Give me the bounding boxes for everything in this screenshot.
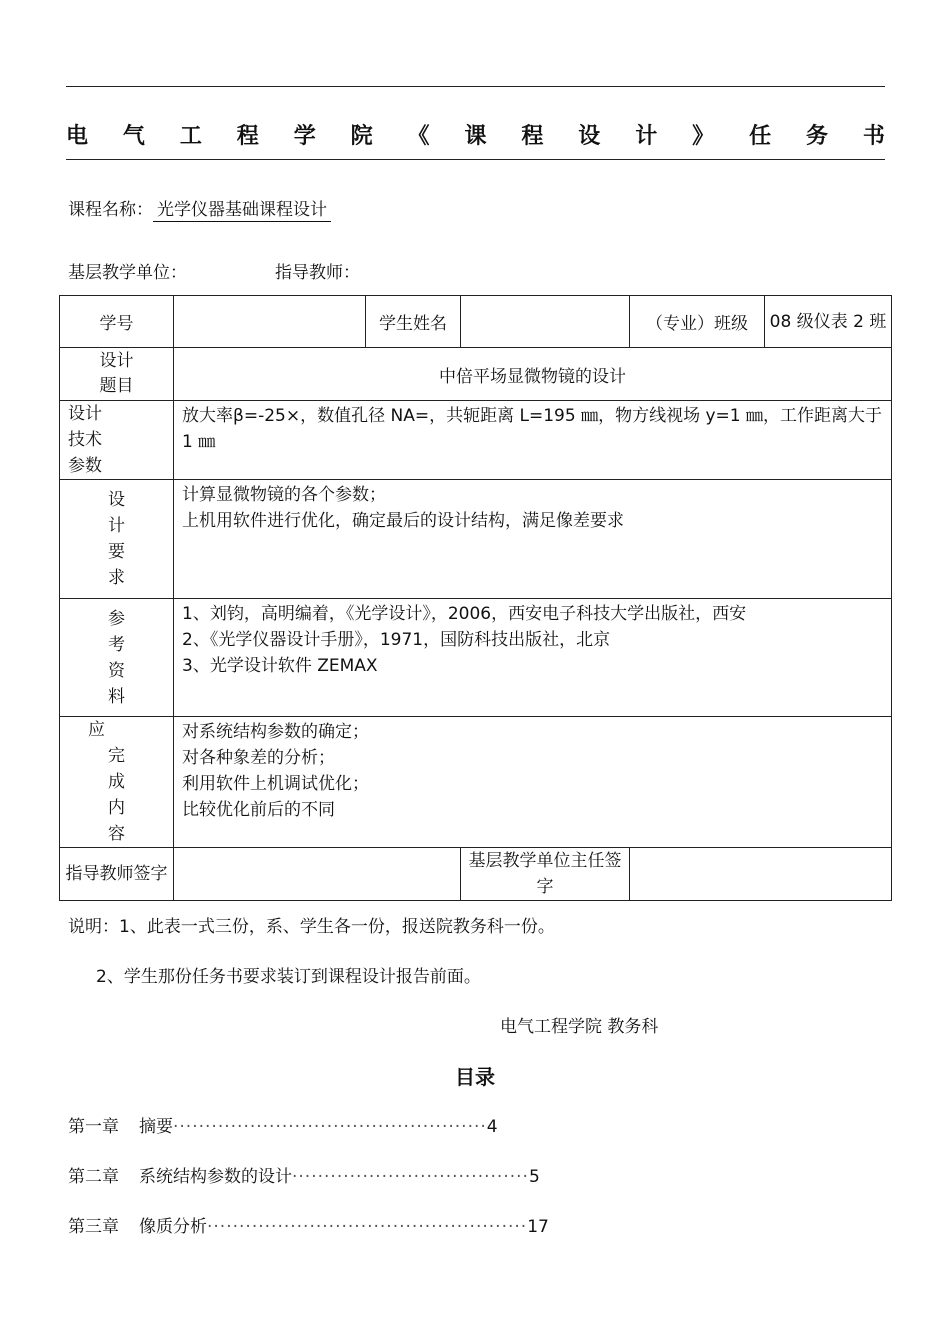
student-name-value bbox=[461, 296, 630, 348]
content-value: 对系统结构参数的确定； 对各种象差的分析； 利用软件上机调试优化； 比较优化前后的不同 bbox=[174, 717, 892, 848]
note-1: 说明：1、此表一式三份，系、学生各一份，报送院教务科一份。 bbox=[68, 917, 555, 937]
table-row-signatures bbox=[60, 848, 892, 901]
content-label: 应 完 成 内 容 bbox=[60, 717, 174, 848]
requirements-label: 设 计 要 求 bbox=[60, 480, 174, 599]
params-value: 放大率β=-25×，数值孔径 NA=，共轭距离 L=195 ㎜，物方线视场 y=1 ㎜，工作距离大于 1 ㎜ bbox=[174, 401, 892, 480]
requirements-value: 计算显微物镜的各个参数； 上机用软件进行优化，确定最后的设计结构，满足像差要求 bbox=[174, 480, 892, 599]
references-value: 1、刘钧，高明编着，《光学设计》，2006，西安电子科技大学出版社，西安 2、《光学仪器设计手册》，1971，国防科技出版社，北京 3、光学设计软件 ZEMAX bbox=[174, 599, 892, 717]
unit-line bbox=[68, 258, 187, 283]
table-row-content bbox=[60, 717, 892, 848]
class-value: 08 级仪表 2 班 bbox=[765, 296, 892, 348]
params-label: 设计 技术 参数 bbox=[60, 401, 174, 480]
unit-director-signature-label: 基层教学单位主任签字 bbox=[461, 848, 630, 901]
note-2: 2、学生那份任务书要求装订到课程设计报告前面。 bbox=[96, 967, 481, 987]
task-table bbox=[59, 295, 892, 901]
student-name-label: 学生姓名 bbox=[366, 296, 461, 348]
table-row-references bbox=[60, 599, 892, 717]
table-row-params bbox=[60, 401, 892, 480]
toc-entry: 第二章 系统结构参数的设计·····································5 bbox=[68, 1167, 540, 1187]
topic-value: 中倍平场显微物镜的设计 bbox=[174, 348, 892, 401]
topic-label: 设计 题目 bbox=[60, 348, 174, 401]
top-rule bbox=[66, 86, 885, 87]
course-name-label: 课程名称： bbox=[68, 200, 153, 220]
toc-entry: 第一章 摘要·················································4 bbox=[68, 1117, 498, 1137]
course-name-line bbox=[68, 195, 331, 220]
student-id-label: 学号 bbox=[60, 296, 174, 348]
table-row-student bbox=[60, 296, 892, 348]
teacher-signature-field bbox=[174, 848, 461, 901]
title-underline bbox=[66, 159, 885, 160]
teacher-signature-label: 指导教师签字 bbox=[60, 848, 174, 901]
toc-title: 目录 bbox=[455, 1065, 495, 1089]
toc-entry: 第三章 像质分析··················································17 bbox=[68, 1217, 549, 1237]
unit-label: 基层教学单位： bbox=[68, 263, 187, 283]
table-row-requirements bbox=[60, 480, 892, 599]
page-title: 电 气 工 程 学 院 《 课 程 设 计 》 任 务 书 bbox=[66, 123, 885, 149]
course-name-value: 光学仪器基础课程设计 bbox=[153, 200, 331, 222]
teacher-label: 指导教师： bbox=[275, 263, 360, 283]
table-row-topic bbox=[60, 348, 892, 401]
unit-director-signature-field bbox=[630, 848, 892, 901]
class-label: （专业）班级 bbox=[630, 296, 765, 348]
student-id-value bbox=[174, 296, 366, 348]
office-name: 电气工程学院 教务科 bbox=[500, 1017, 659, 1037]
teacher-line bbox=[275, 258, 360, 283]
references-label: 参 考 资 料 bbox=[60, 599, 174, 717]
